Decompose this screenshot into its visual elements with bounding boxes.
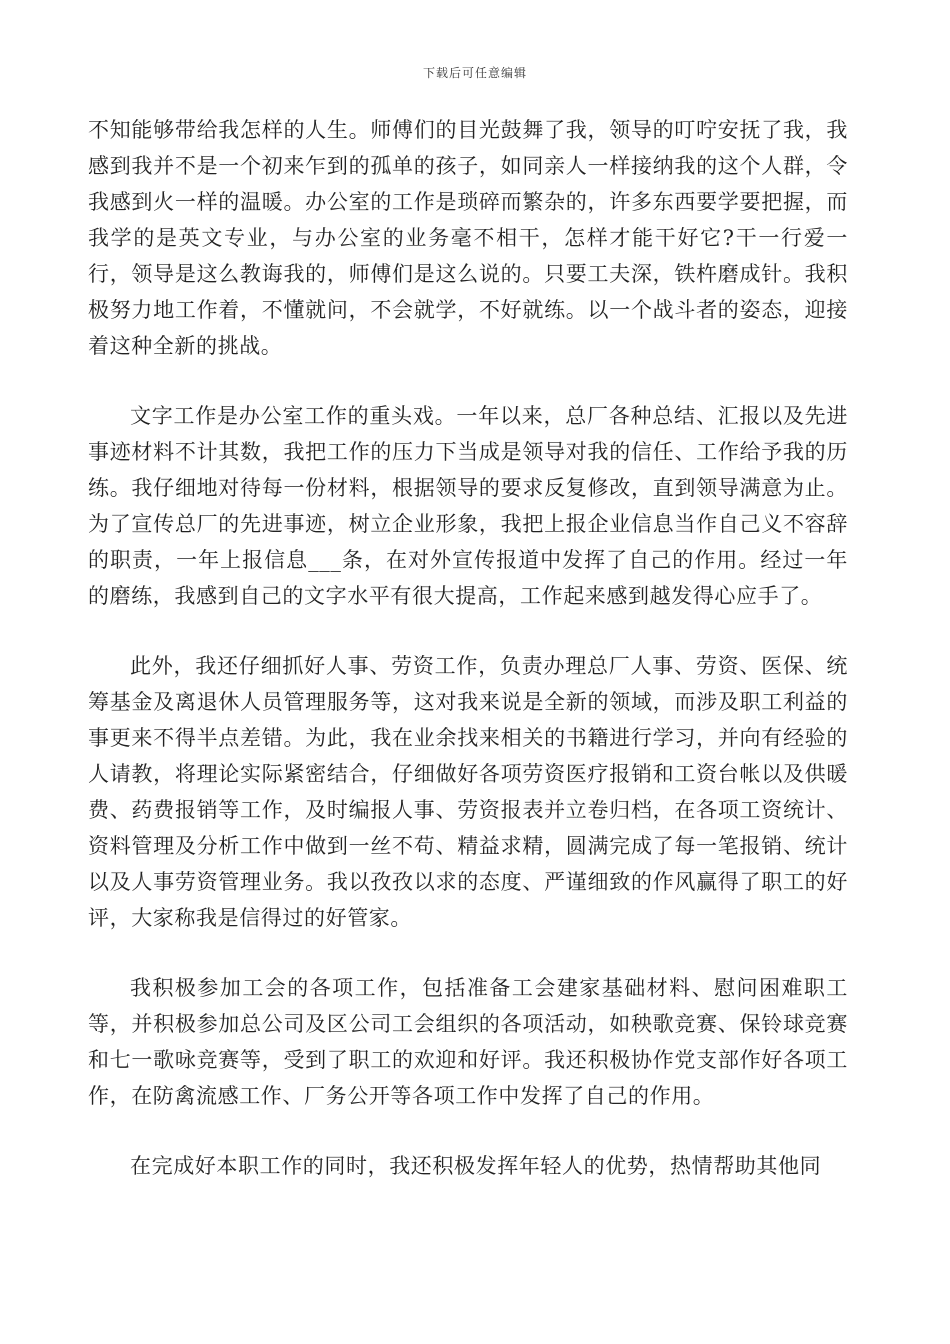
page-header-note: 下载后可任意编辑 xyxy=(422,66,527,80)
paragraph-writing-work: 文字工作是办公室工作的重头戏。一年以来，总厂各种总结、汇报以及先进事迹材料不计其数，我把工作的压力下当成是领导对我的信任、工作给予我的历练。我仔细地对待每一份材料，根据领导的要求反复修改，直到领导满意为止。为了宣传总厂的先进事迹，树立企业形象，我把上报企业信息当作自己义不容辞的职责，一年上报信息___条，在对外宣传报道中发挥了自己的作用。经过一年的磨练，我感到自己的文字水平有很大提高，工作起来感到越发得心应手了。 xyxy=(88,404,848,608)
paragraph-personnel-work: 此外，我还仔细抓好人事、劳资工作，负责办理总厂人事、劳资、医保、统筹基金及离退休人员管理服务等，这对我来说是全新的领域，而涉及职工利益的事更来不得半点差错。为此，我在业余找来相关的书籍进行学习，并向有经验的人请教，将理论实际紧密结合，仔细做好各项劳资医疗报销和工资台帐以及供暖费、药费报销等工作，及时编报人事、劳资报表并立卷归档，在各项工资统计、资料管理及分析工作中做到一丝不苟、精益求精，圆满完成了每一笔报销、统计以及人事劳资管理业务。我以孜孜以求的态度、严谨细致的作风赢得了职工的好评，大家称我是信得过的好管家。 xyxy=(88,654,848,930)
paragraph-helping-colleagues: 在完成好本职工作的同时，我还积极发挥年轻人的优势，热情帮助其他同 xyxy=(130,1154,822,1178)
document-body xyxy=(88,112,848,1184)
paragraph-union-work: 我积极参加工会的各项工作，包括准备工会建家基础材料、慰问困难职工等，并积极参加总公司及区公司工会组织的各项活动，如秧歌竞赛、保铃球竞赛和七一歌咏竞赛等，受到了职工的欢迎和好评。我还积极协作党支部作好各项工作，在防禽流感工作、厂务公开等各项工作中发挥了自己的作用。 xyxy=(88,976,848,1108)
paragraph-continuation: 不知能够带给我怎样的人生。师傅们的目光鼓舞了我，领导的叮咛安抚了我，我感到我并不是一个初来乍到的孤单的孩子，如同亲人一样接纳我的这个人群，令我感到火一样的温暖。办公室的工作是琐碎而繁杂的，许多东西要学要把握，而我学的是英文专业，与办公室的业务毫不相干，怎样才能干好它?干一行爱一行，领导是这么教诲我的，师傅们是这么说的。只要工夫深，铁杵磨成针。我积极努力地工作着，不懂就问，不会就学，不好就练。以一个战斗者的姿态，迎接着这种全新的挑战。 xyxy=(88,118,848,358)
